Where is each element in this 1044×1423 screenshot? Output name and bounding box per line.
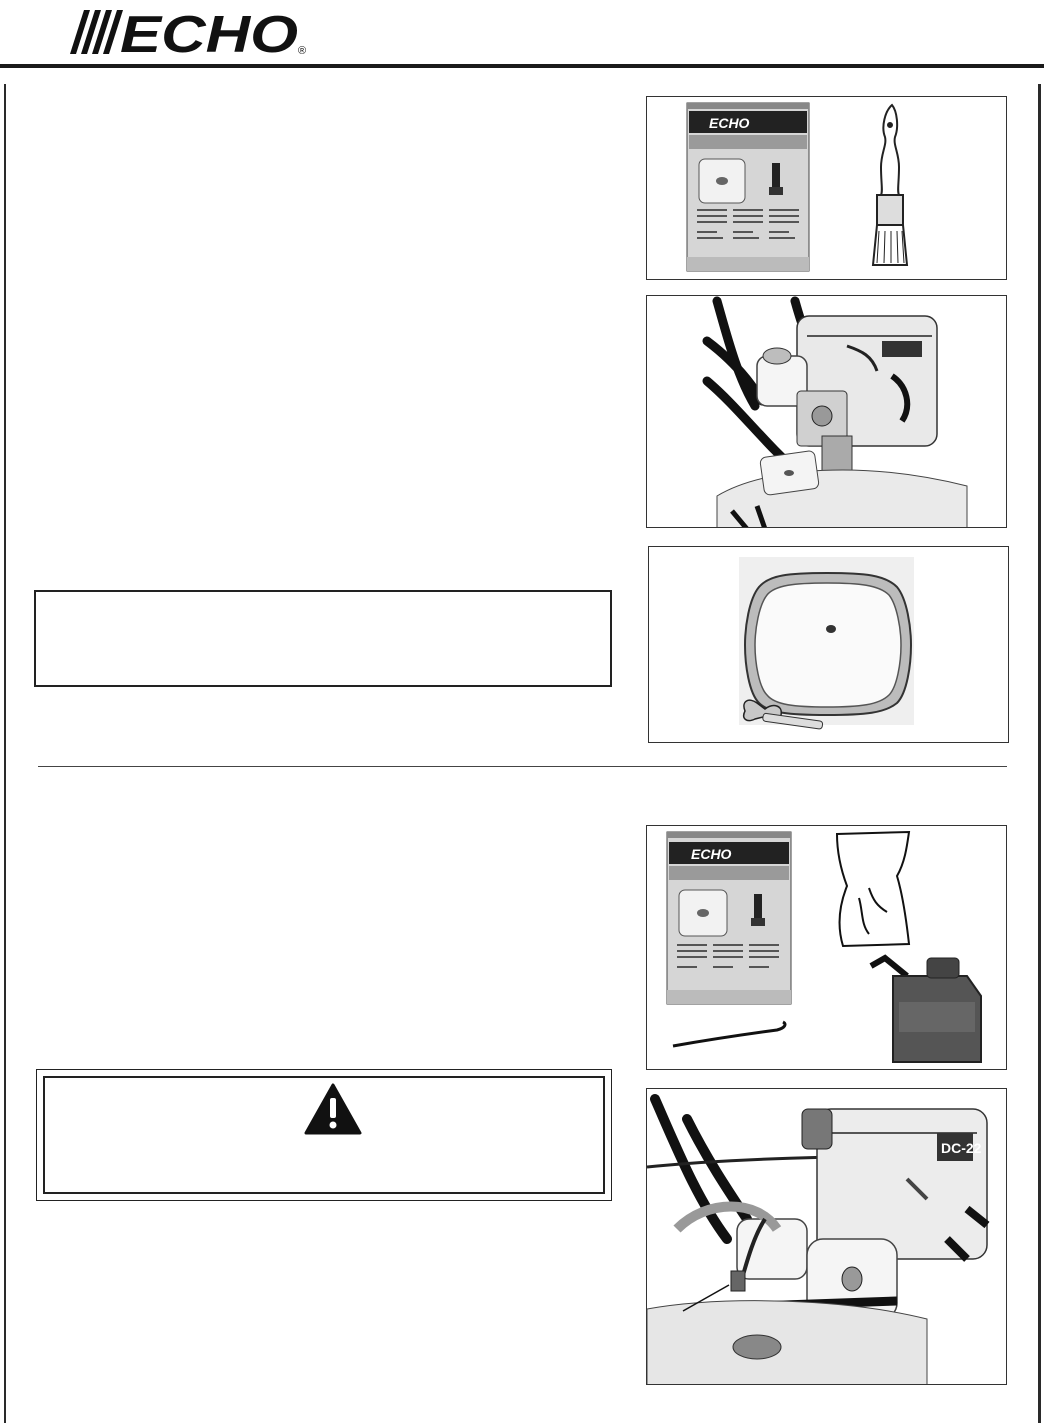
echo-logo-graphic — [62, 4, 312, 58]
engine-model-label: DC-22 — [941, 1140, 982, 1156]
right-margin-rule — [1038, 84, 1041, 1423]
registered-mark: ® — [298, 45, 307, 57]
echo-logo — [62, 4, 312, 58]
filter-kit-package — [687, 103, 809, 271]
notice-box — [34, 590, 612, 687]
filter-kit-package-2 — [667, 832, 791, 1004]
logo-wordmark: ECHO — [120, 6, 298, 58]
warning-triangle-icon — [304, 1083, 362, 1135]
figure-filter-kit-brush — [646, 96, 1007, 280]
figure-engine-fuel-line — [646, 1088, 1007, 1385]
shop-rag — [837, 832, 909, 946]
paint-brush — [873, 105, 907, 265]
left-margin-rule — [4, 84, 6, 1423]
kit-brand-label-2: ECHO — [691, 846, 732, 862]
figure-air-filter-element — [648, 546, 1009, 743]
figure-engine-filter-removed — [646, 295, 1007, 528]
section-divider — [38, 766, 1007, 767]
filter-element — [760, 450, 820, 495]
fuel-can — [871, 958, 981, 1062]
header-rule — [0, 64, 1044, 68]
kit-brand-label: ECHO — [709, 115, 750, 131]
figure-fuel-filter-tools — [646, 825, 1007, 1070]
wire-hook — [673, 1022, 785, 1046]
